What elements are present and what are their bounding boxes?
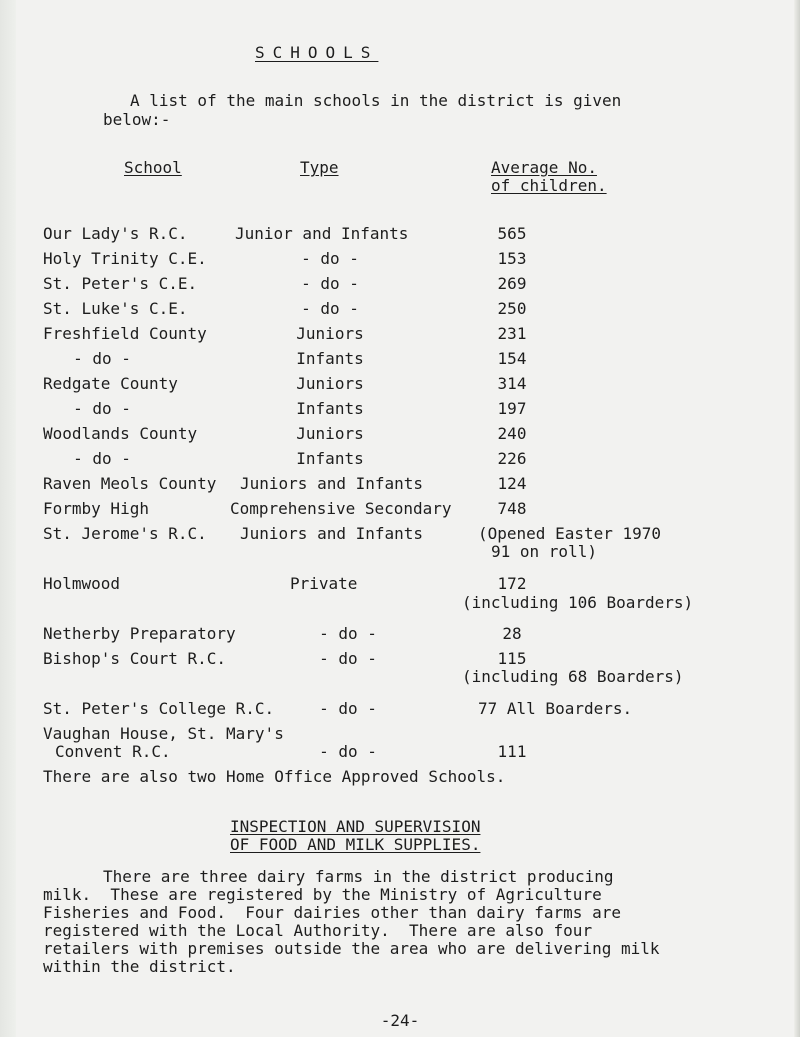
table-row-school: Holmwood: [43, 574, 121, 593]
column-header-type: Type: [300, 158, 339, 177]
table-row-type: Private: [290, 574, 358, 593]
table-row-count: 250: [497, 299, 527, 318]
table-row-count: 240: [497, 424, 527, 443]
table-row-type: Juniors: [296, 424, 364, 443]
table-row-school: Woodlands County: [43, 424, 198, 443]
table-row-school: Formby High: [43, 499, 149, 518]
table-row-count: 197: [497, 399, 527, 418]
table-row-count-note: (including 68 Boarders): [462, 667, 684, 686]
table-row-type: Juniors and Infants: [240, 524, 424, 543]
paragraph-line-5: retailers with premises outside the area who are delivering milk: [43, 939, 660, 958]
table-row-school-line-2: Convent R.C.: [55, 742, 171, 761]
table-row-school: Redgate County: [43, 374, 178, 393]
page-right-edge: [794, 0, 800, 1037]
table-row-type: Infants: [296, 349, 364, 368]
table-row-count: 226: [497, 449, 527, 468]
table-row-type: - do -: [301, 299, 359, 318]
table-row-school: Netherby Preparatory: [43, 624, 236, 643]
table-row-count: (Opened Easter 1970: [478, 524, 662, 543]
approved-schools-note: There are also two Home Office Approved Schools.: [43, 767, 506, 786]
table-row-count: 124: [497, 474, 527, 493]
table-row-count: 28: [502, 624, 522, 643]
table-row-school: Bishop's Court R.C.: [43, 649, 227, 668]
table-row-school: St. Jerome's R.C.: [43, 524, 207, 543]
table-row-count: 111: [497, 742, 527, 761]
paragraph-line-1: There are three dairy farms in the district producing: [103, 867, 614, 886]
table-row-type: - do -: [319, 624, 377, 643]
table-row-count: 748: [497, 499, 527, 518]
table-row-school: - do -: [73, 449, 131, 468]
paragraph-line-6: within the district.: [43, 957, 236, 976]
table-row-school: St. Peter's College R.C.: [43, 699, 275, 718]
paragraph-line-4: registered with the Local Authority. There are also four: [43, 921, 593, 940]
table-row-school: Holy Trinity C.E.: [43, 249, 207, 268]
table-row-count-note: 91 on roll): [491, 542, 597, 561]
intro-line-1: A list of the main schools in the district is given: [130, 91, 622, 110]
table-row-type: Juniors: [296, 324, 364, 343]
table-row-count: 154: [497, 349, 527, 368]
table-row-type: - do -: [319, 742, 377, 761]
table-row-school: Raven Meols County: [43, 474, 217, 493]
table-row-type: Comprehensive Secondary: [230, 499, 452, 518]
table-row-school: Freshfield County: [43, 324, 207, 343]
table-row-type: - do -: [301, 249, 359, 268]
page-number: -24-: [380, 1011, 420, 1030]
table-row-count: 269: [497, 274, 527, 293]
section-heading-line-1: INSPECTION AND SUPERVISION: [230, 817, 481, 836]
paragraph-line-3: Fisheries and Food. Four dairies other than dairy farms are: [43, 903, 621, 922]
table-row-count: 115: [497, 649, 527, 668]
table-row-count: 172: [497, 574, 527, 593]
table-row-type: Junior and Infants: [235, 224, 409, 243]
table-row-count: 231: [497, 324, 527, 343]
page-binding-edge: [0, 0, 16, 1037]
section-heading-line-2: OF FOOD AND MILK SUPPLIES.: [230, 835, 481, 854]
table-row-type: - do -: [319, 649, 377, 668]
table-row-count: 153: [497, 249, 527, 268]
table-row-count: 565: [497, 224, 527, 243]
column-header-average-2: of children.: [491, 176, 607, 195]
intro-line-2: below:-: [103, 110, 171, 129]
table-row-school: Vaughan House, St. Mary's: [43, 724, 284, 743]
column-header-average: Average No.: [491, 158, 597, 177]
table-row-type: Infants: [296, 399, 364, 418]
table-row-count: 314: [497, 374, 527, 393]
paragraph-line-2: milk. These are registered by the Ministry of Agriculture: [43, 885, 602, 904]
table-row-school: - do -: [73, 399, 131, 418]
column-header-school: School: [124, 158, 182, 177]
table-row-type: Infants: [296, 449, 364, 468]
table-row-type: Juniors: [296, 374, 364, 393]
table-row-type: - do -: [319, 699, 377, 718]
table-row-school: St. Luke's C.E.: [43, 299, 188, 318]
table-row-count: 77 All Boarders.: [478, 699, 633, 718]
table-row-type: Juniors and Infants: [240, 474, 424, 493]
table-row-type: - do -: [301, 274, 359, 293]
table-row-school: Our Lady's R.C.: [43, 224, 188, 243]
table-row-school: St. Peter's C.E.: [43, 274, 198, 293]
table-row-school: - do -: [73, 349, 131, 368]
page-heading: SCHOOLS: [255, 43, 379, 62]
table-row-count-note: (including 106 Boarders): [462, 593, 694, 612]
